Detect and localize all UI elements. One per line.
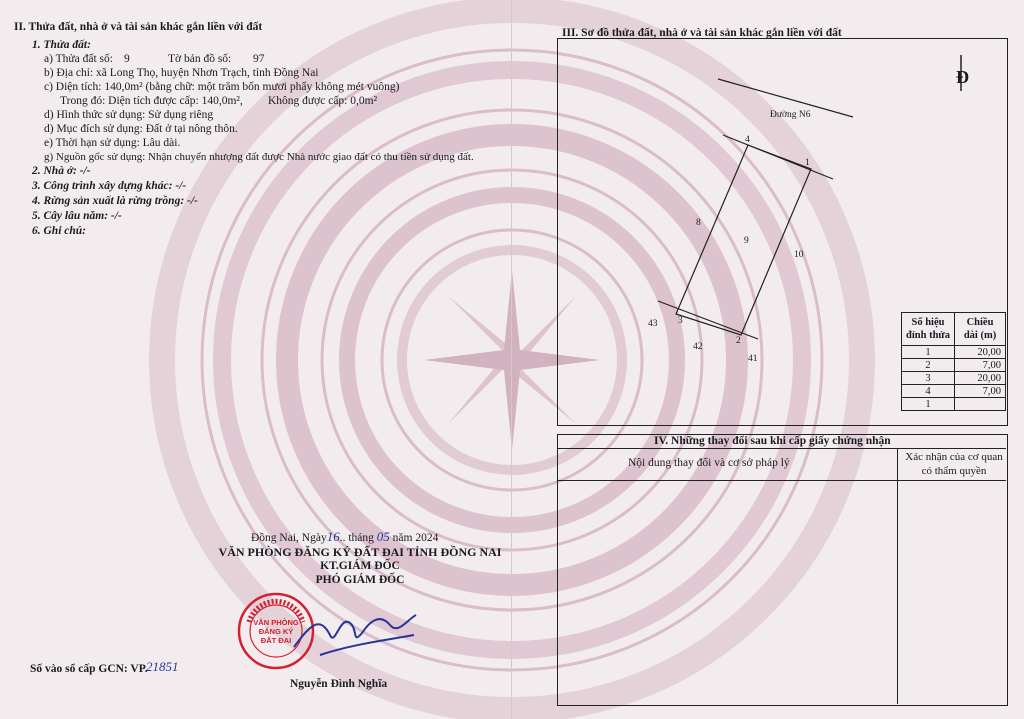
- table-row: [902, 359, 1006, 372]
- road-label: Đường N6: [770, 110, 811, 120]
- col-length-header: Chiều dài (m): [955, 313, 1006, 346]
- seal-line-1: VĂN PHÒNG: [253, 618, 299, 627]
- vertex-2: 2: [736, 336, 741, 346]
- changes-column-divider: [897, 449, 898, 704]
- registry-label: Số vào sổ cấp GCN: VP.: [30, 663, 148, 675]
- signer-name: Nguyễn Đình Nghĩa: [290, 678, 388, 690]
- signature: [290, 595, 420, 665]
- table-row: [902, 346, 1006, 359]
- page-fold: [511, 0, 512, 719]
- date-month: 05: [376, 529, 390, 544]
- perennial-tree-item: 5. Cây lâu năm: -/-: [32, 210, 122, 222]
- vertex-1: 1: [805, 158, 810, 168]
- registry-number: 21851: [146, 659, 179, 674]
- vertex-cell: 1: [902, 346, 955, 359]
- parcel-number-label: a) Thửa đất số:: [44, 53, 113, 65]
- neighbor-8: 8: [696, 218, 701, 228]
- planted-forest-item: 4. Rừng sản xuất là rừng trồng: -/-: [32, 195, 198, 207]
- area: c) Diện tích: 140,0m² (bằng chữ: một trăm bốn mươi phẩy không mét vuông): [44, 81, 400, 93]
- north-arrow-icon: [956, 55, 969, 91]
- vertex-4: 4: [745, 135, 750, 145]
- usage-purpose: d) Mục đích sử dụng: Đất ở tại nông thôn.: [44, 123, 238, 135]
- vertex-3: 3: [678, 316, 683, 326]
- other-construction-item: 3. Công trình xây dựng khác: -/-: [32, 180, 187, 192]
- edge-length-table: [901, 312, 1006, 411]
- neighbor-10: 10: [794, 250, 804, 260]
- deputy-title: PHÓ GIÁM ĐỐC: [315, 574, 405, 586]
- parcel-9: 9: [744, 236, 749, 246]
- length-cell: 7,00: [955, 359, 1006, 372]
- vertex-cell: 4: [902, 385, 955, 398]
- table-row: [902, 372, 1006, 385]
- north-symbol: Đ: [956, 67, 969, 87]
- neighbor-41: 41: [748, 354, 758, 364]
- section-3-title: III. Sơ đồ thửa đất, nhà ở và tài sản khác gắn liền với đất: [562, 27, 842, 39]
- house-item: 2. Nhà ở: -/-: [32, 165, 91, 177]
- parcel-number: 9: [124, 53, 130, 65]
- length-cell: [955, 398, 1006, 411]
- land-heading: 1. Thửa đất:: [32, 39, 91, 51]
- address: b) Địa chỉ: xã Long Thọ, huyện Nhơn Trạch, tỉnh Đồng Nai: [44, 67, 319, 79]
- col-vertex-header: Số hiệu đỉnh thửa: [902, 313, 955, 346]
- changes-header-line: [557, 480, 1006, 481]
- notes-item: 6. Ghi chú:: [32, 225, 86, 237]
- length-cell: 20,00: [955, 346, 1006, 359]
- usage-form: d) Hình thức sử dụng: Sử dụng riêng: [44, 109, 214, 121]
- vertex-cell: 1: [902, 398, 955, 411]
- usage-term: e) Thời hạn sử dụng: Lâu dài.: [44, 137, 181, 149]
- usage-origin: g) Nguồn gốc sử dụng: Nhận chuyển nhượng đất được Nhà nước giao đất có thu tiền sử dụng đất.: [44, 151, 474, 163]
- month-prefix: tháng: [348, 532, 374, 544]
- kt-title: KT.GIÁM ĐỐC: [320, 560, 400, 572]
- vertex-cell: 3: [902, 372, 955, 385]
- vertex-cell: 2: [902, 359, 955, 372]
- table-row: [902, 385, 1006, 398]
- date-year: năm 2024: [392, 532, 439, 544]
- granted-area: Trong đó: Diện tích được cấp: 140,0m²,: [60, 95, 243, 107]
- seal-line-2: ĐĂNG KÝ: [258, 627, 294, 636]
- date-prefix: Đồng Nai, Ngày: [251, 532, 327, 544]
- signing-date: Đồng Nai, Ngày16.. tháng 05 năm 2024: [251, 529, 439, 544]
- changes-col-content: Nội dung thay đổi và cơ sở pháp lý: [628, 457, 790, 469]
- section-2-title: II. Thửa đất, nhà ở và tài sản khác gắn liền với đất: [14, 21, 263, 33]
- map-sheet-number: 97: [253, 53, 265, 65]
- length-cell: 20,00: [955, 372, 1006, 385]
- neighbor-42: 42: [693, 342, 703, 352]
- length-cell: 7,00: [955, 385, 1006, 398]
- table-row: [902, 398, 1006, 411]
- map-sheet-label: Tờ bản đồ số:: [168, 53, 232, 65]
- section-4-title: IV. Những thay đổi sau khi cấp giấy chứng nhận: [654, 435, 891, 447]
- seal-line-3: ĐẤT ĐAI: [260, 636, 292, 645]
- date-day: 16: [326, 529, 340, 544]
- not-granted-area: Không được cấp: 0,0m²: [268, 95, 378, 107]
- changes-col-confirmation: Xác nhận của cơ quan có thẩm quyền: [905, 451, 1003, 477]
- office-name: VĂN PHÒNG ĐĂNG KÝ ĐẤT ĐAI TỈNH ĐỒNG NAI: [218, 545, 502, 559]
- neighbor-43: 43: [648, 319, 658, 329]
